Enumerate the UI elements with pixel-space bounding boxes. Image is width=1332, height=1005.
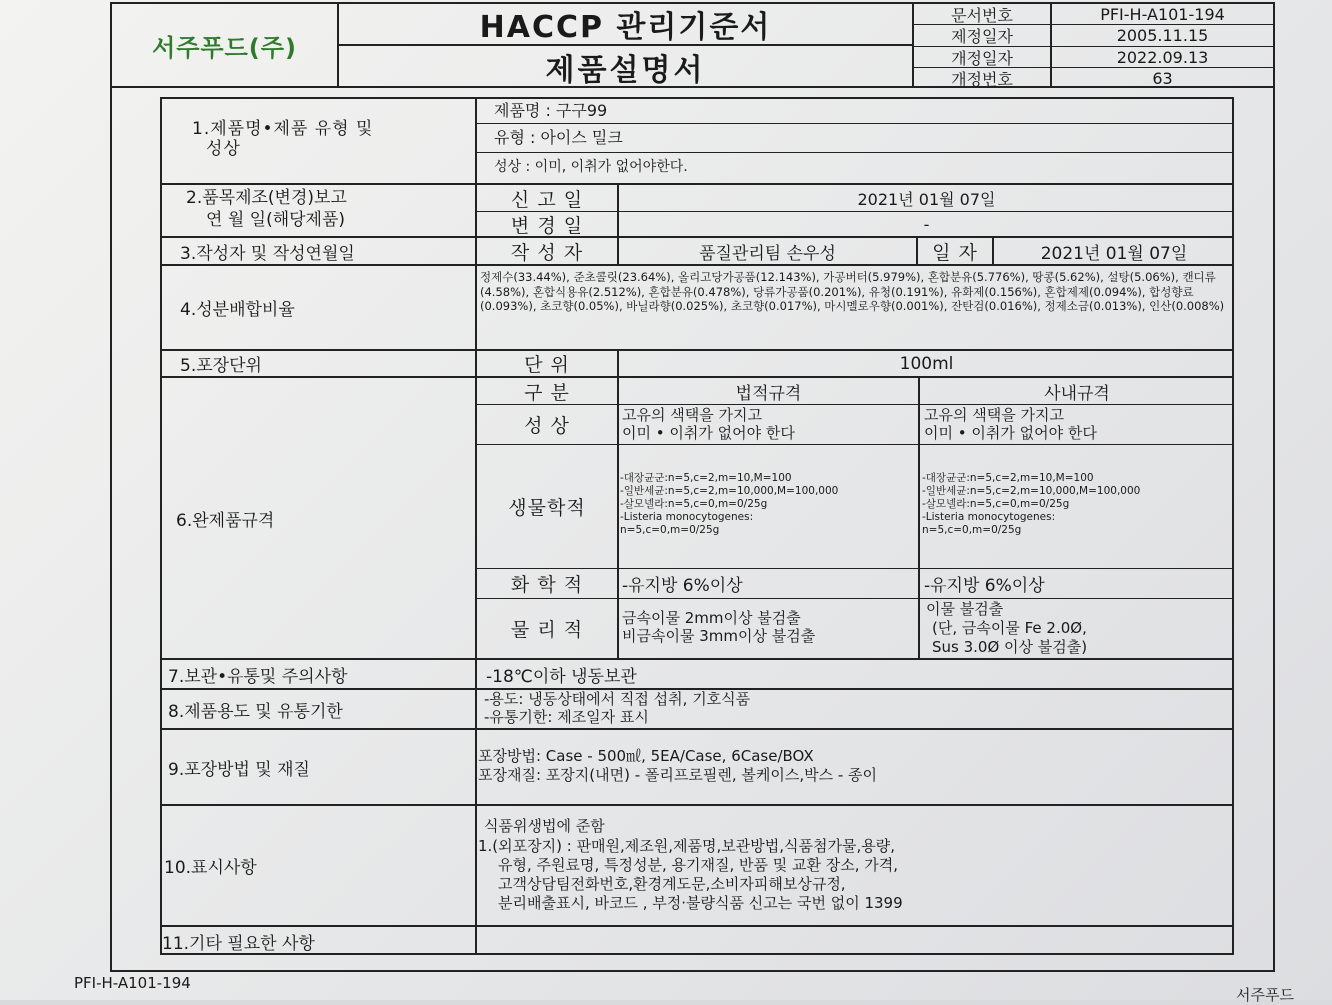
usage-line: -용도: 냉동상태에서 직접 섭취, 기호식품 xyxy=(484,690,751,708)
spec-phys-internal-1: 이물 불검출 xyxy=(926,600,1004,618)
meta-label-created: 제정일자 xyxy=(951,27,1013,46)
meta-label-doc-number: 문서번호 xyxy=(951,5,1013,24)
spec-bio-legal-line: -살모넬라:n=5,c=0,m=0/25g xyxy=(620,498,768,510)
spec-phys-legal-1: 금속이물 2mm이상 불검출 xyxy=(622,609,801,627)
product-type: 유형 : 아이스 밀크 xyxy=(494,128,623,147)
row6-label: 6.완제품규격 xyxy=(176,510,275,531)
product-property: 성상 : 이미, 이취가 없어야한다. xyxy=(494,159,688,175)
spec-bio-legal-line: n=5,c=0,m=0/25g xyxy=(620,524,720,536)
spec-chem-internal: -유지방 6%이상 xyxy=(924,576,1045,596)
document-subtitle: 제품설명서 xyxy=(545,53,706,88)
author-key: 작 성 자 xyxy=(510,241,584,264)
change-date-value: - xyxy=(923,214,930,234)
meta-value-created: 2005.11.15 xyxy=(1116,26,1209,45)
spec-phys-legal-2: 비금속이물 3mm이상 불검출 xyxy=(622,627,816,645)
row11-label: 11.기타 필요한 사항 xyxy=(162,933,315,954)
spec-bio-internal-line: -일반세균:n=5,c=2,m=10,000,M=100,000 xyxy=(922,485,1141,497)
spec-bio-internal-line: n=5,c=0,m=0/25g xyxy=(922,524,1022,536)
row8-label: 8.제품용도 및 유통기한 xyxy=(168,701,343,722)
labeling-line-3: 유형, 주원료명, 특정성분, 용기재질, 반품 및 교환 장소, 가격, xyxy=(498,856,899,874)
write-date-key: 일 자 xyxy=(932,241,978,264)
row4-label: 4.성분배합비율 xyxy=(180,300,295,320)
spec-bio-legal-line: -Listeria monocytogenes: xyxy=(620,511,754,523)
spec-phys-internal-3: Sus 3.0Ø 이상 불검출) xyxy=(932,638,1088,656)
spec-bio-legal xyxy=(620,472,916,537)
spec-bio-legal-line: -일반세균:n=5,c=2,m=10,000,M=100,000 xyxy=(620,485,839,497)
spec-header-legal: 법적규격 xyxy=(735,383,802,404)
labeling-line-2: 1.(외포장지) : 판매원,제조원,제품명,보관방법,식품첨가물,용량, xyxy=(478,837,895,855)
spec-header-internal: 사내규격 xyxy=(1044,383,1110,404)
row5-label: 5.포장단위 xyxy=(180,356,262,376)
spec-chem-key: 화 학 적 xyxy=(510,574,584,596)
spec-header-category: 구 분 xyxy=(524,381,570,404)
ingredient-ratio-text: 정제수(33.44%), 준초콜릿(23.64%), 올리고당가공품(12.143%), 가공버터(5.979%), 혼합분유(5.776%), 땅콩(5.62%), 설탕(5.06%), 캔디류(4.58%), 혼합식용유(2.512%), 혼합분유(0.478%), 당류가공품(0.201%), 유청(0.191%), 유화제(0.156%), 혼합제제(0.094%), 합성향료(0.093%), 초코향(0.05%), 바닐라향(0.025%), 초코향(0.017%), 마시멜로우향(0.001%), 잔탄검(0.016%), 정제소금(0.013%), 인산(0.008%) xyxy=(480,270,1225,313)
footer-doc-code: PFI-H-A101-194 xyxy=(74,974,191,992)
meta-label-revision-no: 개정번호 xyxy=(951,69,1013,88)
row2-label-b: 연 월 일(해당제품) xyxy=(206,210,346,230)
product-name: 제품명 : 구구99 xyxy=(494,101,608,120)
author-value: 품질관리팀 손우성 xyxy=(699,243,836,264)
packing-method-line: 포장방법: Case - 500㎖, 5EA/Case, 6Case/BOX xyxy=(478,747,814,765)
write-date-value: 2021년 01월 07일 xyxy=(1040,243,1188,264)
labeling-line-4: 고객상담팀전화번호,환경계도문,소비자피해보상규정, xyxy=(498,875,846,893)
spec-chem-legal: -유지방 6%이상 xyxy=(622,576,743,596)
row9-label: 9.포장방법 및 재질 xyxy=(168,759,310,780)
row1-label-b: 성상 xyxy=(206,139,241,159)
spec-bio-internal xyxy=(922,472,1230,537)
company-logo-text: 서주푸드(주) xyxy=(152,33,297,62)
spec-property-internal-2: 이미 • 이취가 없어야 한다 xyxy=(924,424,1097,442)
change-date-key: 변 경 일 xyxy=(510,214,584,236)
unit-value: 100ml xyxy=(899,353,954,374)
row2-label-a: 2.품목제조(변경)보고 xyxy=(186,188,347,208)
row10-label: 10.표시사항 xyxy=(164,858,257,878)
row3-label: 3.작성자 및 작성연월일 xyxy=(180,243,355,264)
meta-label-revised: 개정일자 xyxy=(951,48,1013,67)
spec-bio-internal-line: -Listeria monocytogenes: xyxy=(922,511,1056,523)
meta-value-revision-no: 63 xyxy=(1152,68,1173,88)
spec-property-internal-1: 고유의 색택을 가지고 xyxy=(924,406,1064,424)
row7-label: 7.보관•유통및 주의사항 xyxy=(168,666,348,687)
labeling-line-5: 분리배출표시, 바코드 , 부정·불량식품 신고는 국번 없이 1399 xyxy=(498,894,903,912)
spec-phys-internal-2: (단, 금속이물 Fe 2.0Ø, xyxy=(932,619,1087,637)
shelf-life-line: -유통기한: 제조일자 표시 xyxy=(484,708,649,726)
spec-property-key: 성 상 xyxy=(524,415,570,437)
spec-property-legal-2: 이미 • 이취가 없어야 한다 xyxy=(622,424,795,442)
row1-label-a: 1.제품명•제품 유형 및 xyxy=(192,119,374,139)
footer-company: 서주푸드 xyxy=(1236,986,1294,1004)
labeling-line-1: 식품위생법에 준함 xyxy=(484,817,605,835)
spec-bio-internal-line: -살모넬라:n=5,c=0,m=0/25g xyxy=(922,498,1070,510)
report-date-value: 2021년 01월 07일 xyxy=(857,189,996,209)
meta-value-revised: 2022.09.13 xyxy=(1116,47,1209,67)
report-date-key: 신 고 일 xyxy=(510,188,584,211)
packing-material-line: 포장재질: 포장지(내면) - 폴리프로필렌, 볼케이스,박스 - 종이 xyxy=(478,766,877,784)
spec-bio-internal-line: -대장균군:n=5,c=2,m=10,M=100 xyxy=(922,472,1094,484)
storage-text: -18℃이하 냉동보관 xyxy=(486,666,637,687)
document-title: HACCP 관리기준서 xyxy=(479,10,772,44)
spec-phys-key: 물 리 적 xyxy=(510,619,584,641)
spec-bio-key: 생물학적 xyxy=(508,497,586,519)
meta-value-doc-number: PFI-H-A101-194 xyxy=(1100,4,1225,24)
spec-property-legal-1: 고유의 색택을 가지고 xyxy=(622,406,762,424)
spec-bio-legal-line: -대장균군:n=5,c=2,m=10,M=100 xyxy=(620,472,792,484)
unit-key: 단 위 xyxy=(524,354,570,376)
